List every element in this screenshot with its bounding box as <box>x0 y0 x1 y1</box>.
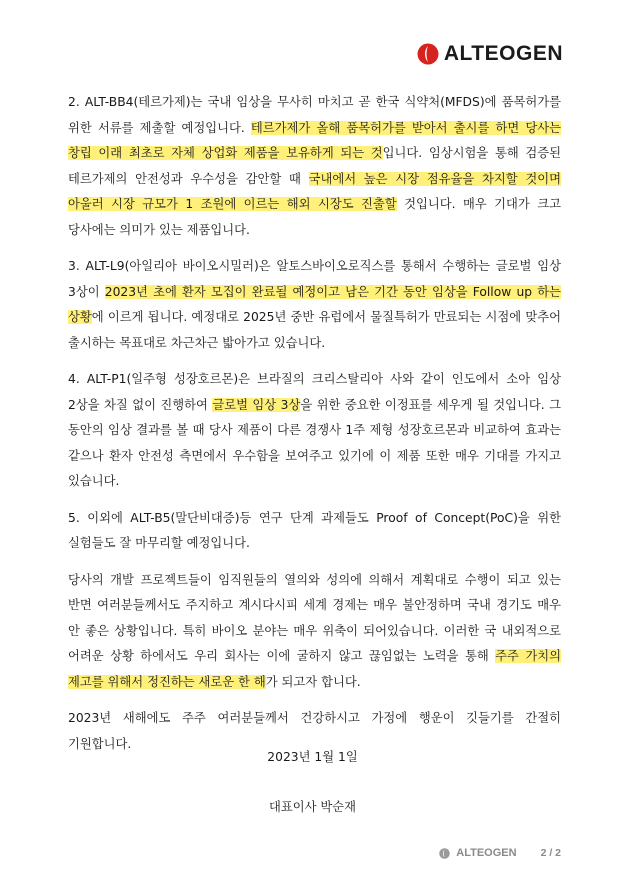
paragraph <box>68 506 561 557</box>
paragraph-text: 가 되고자 합니다. <box>265 674 361 689</box>
alteogen-footer-logo-icon <box>439 848 450 859</box>
paragraph-text: 것입니다. 매우 기대가 크고 당사에는 의미가 있는 제품입니다. <box>68 197 561 237</box>
letter-date: 2023년 1월 1일 <box>267 750 358 764</box>
highlighted-text: 국내에서 높은 시장 점유율을 차지할 것이며 아울러 시장 규모가 1 조원에 이르는 해외 시장도 진출할 <box>68 171 561 211</box>
highlighted-text: 글로벌 임상 3상 <box>212 397 301 412</box>
paragraph-text: 4. ALT-P1(일주형 성장호르몬)은 브라질의 크리스탈리아 사와 같이 인도에서 소아 임상 2상을 차질 없이 진행하여 <box>68 372 561 412</box>
paragraph <box>68 367 561 495</box>
paragraph-text: 을 위한 중요한 이정표를 세우게 될 것입니다. 그 동안의 임상 결과를 볼 때 당사 제품이 다른 경쟁사 1주 제형 성장호르몬과 비교하여 효과는 같으나 환자 안전성 측면에서 우수함을 보여주고 있기에 이 제품 또한 매우 기대를 가지고 있습니다. <box>68 397 562 488</box>
signature: 대표이사 박순재 <box>268 800 357 814</box>
page-footer <box>439 847 561 859</box>
letter-body <box>68 90 561 768</box>
logo <box>417 42 563 66</box>
footer-brand: ALTEOGEN <box>456 847 517 859</box>
alteogen-logo-icon <box>417 43 439 65</box>
page-number: 2 / 2 <box>540 847 561 859</box>
paragraph-text: 입니다. 임상시험을 통해 검증된 테르가제의 안전성과 우수성을 감안할 때 <box>68 146 562 186</box>
highlighted-text: 테르가제가 올해 품목허가를 받아서 출시를 하면 당사는 창립 이래 최초로 자체 상업화 제품을 보유하게 되는 것 <box>68 120 562 160</box>
paragraph-text: 에 이르게 됩니다. 예정대로 2025년 중반 유럽에서 물질특허가 만료되는 시점에 맞추어 출시하는 목표대로 차근차근 밟아가고 있습니다. <box>68 310 561 350</box>
paragraph-text: 5. 이외에 ALT-B5(말단비대증)등 연구 단계 과제들도 Proof of Concept(PoC)을 위한 실험들도 잘 마무리할 예정입니다. <box>68 510 561 550</box>
paragraph <box>68 90 561 243</box>
logo-text: ALTEOGEN <box>443 42 563 65</box>
highlighted-text: 주주 가치의 제고를 위해서 정진하는 새로운 한 해 <box>68 649 561 689</box>
paragraph-text: 2. ALT-BB4(테르가제)는 국내 임상을 무사히 마치고 곧 한국 식약처(MFDS)에 품목허가를 위한 서류를 제출할 예정입니다. <box>68 95 561 135</box>
paragraph <box>68 254 561 356</box>
paragraph-text: 당사의 개발 프로젝트들이 임직원들의 열의와 성의에 의해서 계획대로 수행이 되고 있는 반면 여러분들께서도 주지하고 계시다시피 세계 경제는 매우 불안정하며 국내 경기도 매우 안 좋은 상황입니다. 특히 바이오 분야는 매우 위축이 되어있습니다. 이러한 국 내외적으로 어려운 상황 하에서도 우리 회사는 이에 굴하지 않고 끊임없는 노력을 통해 <box>68 572 561 663</box>
paragraph-text: 2023년 새해에도 주주 여러분들께서 건강하시고 가정에 행운이 깃들기를 간절히 기원합니다. <box>68 711 561 751</box>
paragraph <box>68 568 561 696</box>
paragraph-text: 3. ALT-L9(아일리아 바이오시밀러)은 알토스바이오로직스를 통해서 수행하는 글로벌 임상 3상이 <box>68 259 561 299</box>
highlighted-text: 2023년 초에 환자 모집이 완료될 예정이고 남은 기간 동안 임상을 Follow up 하는 상황 <box>68 284 561 324</box>
